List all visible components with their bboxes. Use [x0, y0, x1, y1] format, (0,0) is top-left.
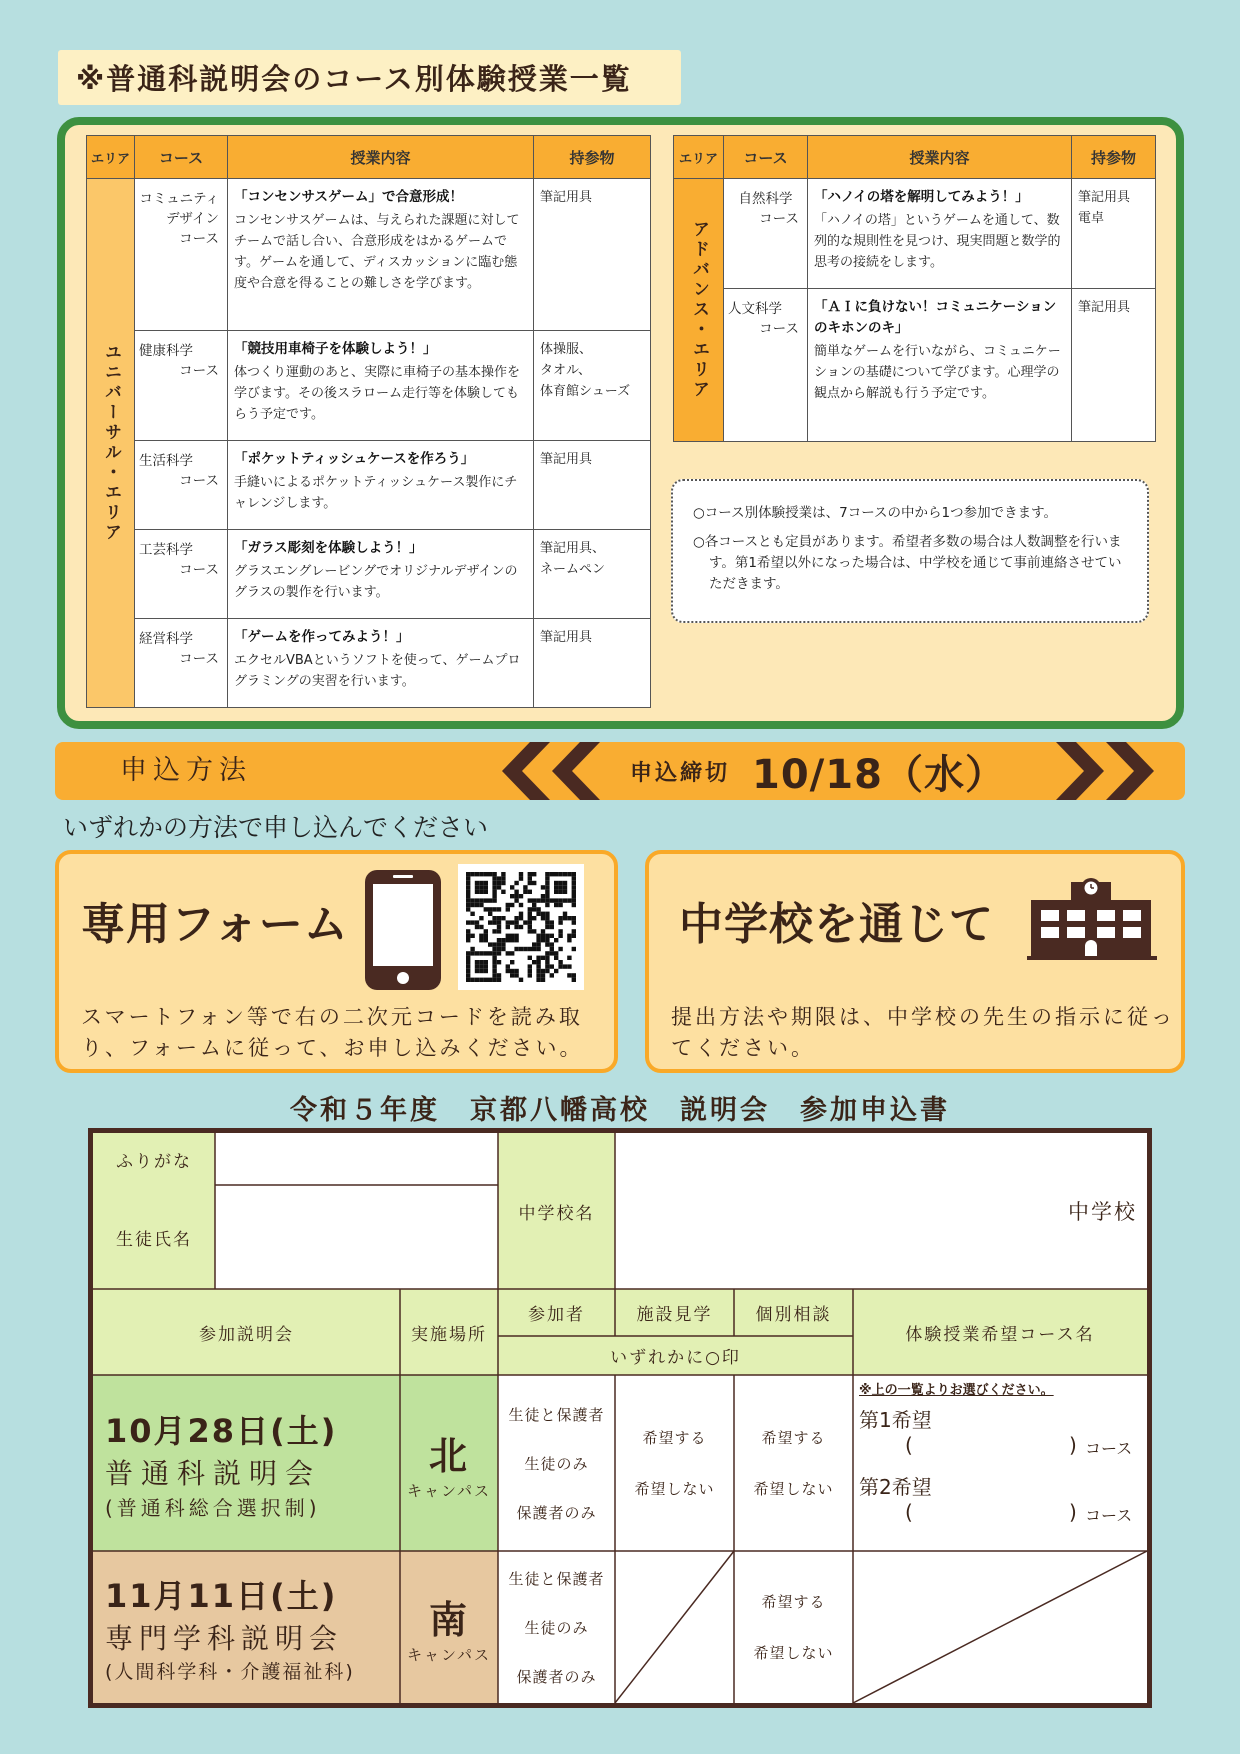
header-content: 授業内容: [808, 136, 1072, 179]
header-content: 授業内容: [228, 136, 534, 179]
participant-option[interactable]: 生徒と保護者: [508, 1569, 605, 1588]
universal-area-table: [86, 135, 651, 708]
course-items: 筆記用具: [534, 441, 651, 530]
course-name: 人文科学 コース: [724, 289, 808, 442]
online-form-card: [55, 850, 618, 1073]
choose-header: いずれかに○印: [498, 1336, 853, 1375]
course-items: 筆記用具、 ネームペン: [534, 530, 651, 619]
application-form: [88, 1128, 1152, 1708]
course-name: 自然科学 コース: [724, 179, 808, 289]
campus-name: 南: [428, 1598, 469, 1642]
area-label: アドバンス・エリア: [674, 179, 724, 442]
area-label: ユニバーサル・エリア: [87, 179, 135, 708]
course-name: 工芸科学 コース: [135, 530, 228, 619]
session-date: 11月11日(土): [105, 1576, 338, 1615]
choice1-field[interactable]: ( ) コース: [905, 1433, 1133, 1458]
nowish-option[interactable]: 希望しない: [753, 1480, 834, 1498]
apply-method-label: 申込方法: [120, 755, 252, 786]
wish-option[interactable]: 希望する: [642, 1429, 707, 1447]
course-content: 「ＡＩに負けない！コミュニケーションのキホンのキ」 簡単なゲームを行いながら、コミュニケーションの基礎について学びます。心理学の観点から解説も行う予定です。: [808, 289, 1072, 442]
note-item: ○コース別体験授業は、7コースの中から1つ参加できます。: [693, 505, 1058, 521]
nowish-option[interactable]: 希望しない: [634, 1480, 715, 1498]
participant-option[interactable]: 生徒のみ: [524, 1618, 589, 1637]
advance-area-table: [673, 135, 1156, 442]
course-note: ※上の一覧よりお選びください。: [859, 1383, 1054, 1398]
session-header: 参加説明会: [93, 1289, 400, 1375]
deadline-label: 申込締切: [630, 760, 731, 786]
note-item: ○各コースとも定員があります。希望者多数の場合は人数調整を行います。第1希望以外になった場合は、中学校を通じて事前連絡させていただきます。: [693, 534, 1122, 592]
consult-header: 個別相談: [734, 1289, 853, 1336]
course-items: 筆記用具 電卓: [1072, 179, 1156, 289]
school-suffix: 中学校: [1068, 1200, 1137, 1224]
apply-instruction: いずれかの方法で申し込んでください: [63, 813, 489, 842]
school-card: [645, 850, 1185, 1073]
header-items: 持参物: [534, 136, 651, 179]
course-content: 「競技用車椅子を体験しよう！」 体つくり運動のあと、実際に車椅子の基本操作を学びます。その後スラローム走行等を体験してもらう予定です。: [228, 331, 534, 441]
student-name-label: 生徒氏名: [93, 1185, 215, 1289]
course-name: 生活科学 コース: [135, 441, 228, 530]
header-items: 持参物: [1072, 136, 1156, 179]
course-name: 経営科学 コース: [135, 619, 228, 708]
school-building-icon: [1027, 872, 1157, 962]
school-card-description: 提出方法や期限は、中学校の先生の指示に従ってください。: [671, 1005, 1175, 1060]
header-area: エリア: [87, 136, 135, 179]
course-name: コミュニティ デザイン コース: [135, 179, 228, 331]
course-items: 体操服、 タオル、 体育館シューズ: [534, 331, 651, 441]
wish-option[interactable]: 希望する: [761, 1593, 826, 1611]
campus-label: キャンパス: [407, 1482, 491, 1500]
header-course: コース: [724, 136, 808, 179]
campus-name: 北: [428, 1434, 469, 1478]
page-title: ※普通科説明会のコース別体験授業一覧: [58, 50, 681, 105]
participant-option[interactable]: 生徒のみ: [524, 1454, 589, 1473]
qr-code-icon: [458, 864, 584, 990]
school-card-title: 中学校を通じて: [679, 899, 994, 950]
school-name-label: 中学校名: [498, 1133, 615, 1289]
furigana-label: ふりがな: [93, 1133, 215, 1185]
course-content: 「ポケットティッシュケースを作ろう」 手縫いによるポケットティッシュケース製作にチャレンジします。: [228, 441, 534, 530]
course-content: 「ハノイの塔を解明してみよう！」 「ハノイの塔」というゲームを通して、数列的な規則性を見つけ、現実問題と数学的思考の接続をします。: [808, 179, 1072, 289]
form-grid-lines: [93, 1133, 1147, 1703]
header-course: コース: [135, 136, 228, 179]
choice1-label: 第1希望: [859, 1408, 932, 1432]
place-header: 実施場所: [400, 1289, 498, 1375]
course-content: 「ガラス彫刻を体験しよう！」 グラスエングレービングでオリジナルデザインのグラスの製作を行います。: [228, 530, 534, 619]
nowish-option[interactable]: 希望しない: [753, 1644, 834, 1662]
session-date: 10月28日(土): [105, 1411, 338, 1450]
application-form-title: 令和５年度 京都八幡高校 説明会 参加申込書: [290, 1095, 950, 1126]
session-name: 普通科説明会: [105, 1456, 322, 1490]
participant-option[interactable]: 保護者のみ: [516, 1667, 597, 1686]
online-form-title: 専用フォーム: [81, 899, 349, 950]
choice2-label: 第2希望: [859, 1475, 932, 1499]
session-name: 専門学科説明会: [105, 1621, 344, 1655]
campus-label: キャンパス: [407, 1646, 491, 1664]
course-content: 「ゲームを作ってみよう！」 エクセルVBAというソフトを使って、ゲームプログラミングの実習を行います。: [228, 619, 534, 708]
course-wish-header: 体験授業希望コース名: [853, 1289, 1147, 1375]
course-items: 筆記用具: [534, 619, 651, 708]
course-content: 「コンセンサスゲーム」で合意形成！ コンセンサスゲームは、与えられた課題に対してチームで話し合い、合意形成をはかるゲームです。ゲームを通して、ディスカッションに臨む態度や合意を得ることの難しさを学びます。: [228, 179, 534, 331]
wish-option[interactable]: 希望する: [761, 1429, 826, 1447]
notes-box: [671, 479, 1149, 623]
qr-code[interactable]: [458, 864, 584, 990]
deadline-date: 10/18（水）: [752, 751, 1006, 798]
smartphone-icon: [363, 868, 443, 992]
participant-option[interactable]: 生徒と保護者: [508, 1405, 605, 1424]
header-area: エリア: [674, 136, 724, 179]
deadline: [630, 742, 1130, 800]
course-name: 健康科学 コース: [135, 331, 228, 441]
course-items: 筆記用具: [1072, 289, 1156, 442]
choice2-field[interactable]: ( ) コース: [905, 1500, 1133, 1525]
session-sub: (普通科総合選択制): [105, 1495, 321, 1520]
online-form-description: スマートフォン等で右の二次元コードを読み取り、フォームに従って、お申し込みください。: [81, 1005, 584, 1060]
tour-header: 施設見学: [615, 1289, 734, 1336]
course-items: 筆記用具: [534, 179, 651, 331]
participant-header: 参加者: [498, 1289, 615, 1336]
chevrons-left-icon: [500, 742, 610, 800]
participant-option[interactable]: 保護者のみ: [516, 1503, 597, 1522]
session-sub: (人間科学科・介護福祉科): [105, 1660, 355, 1683]
